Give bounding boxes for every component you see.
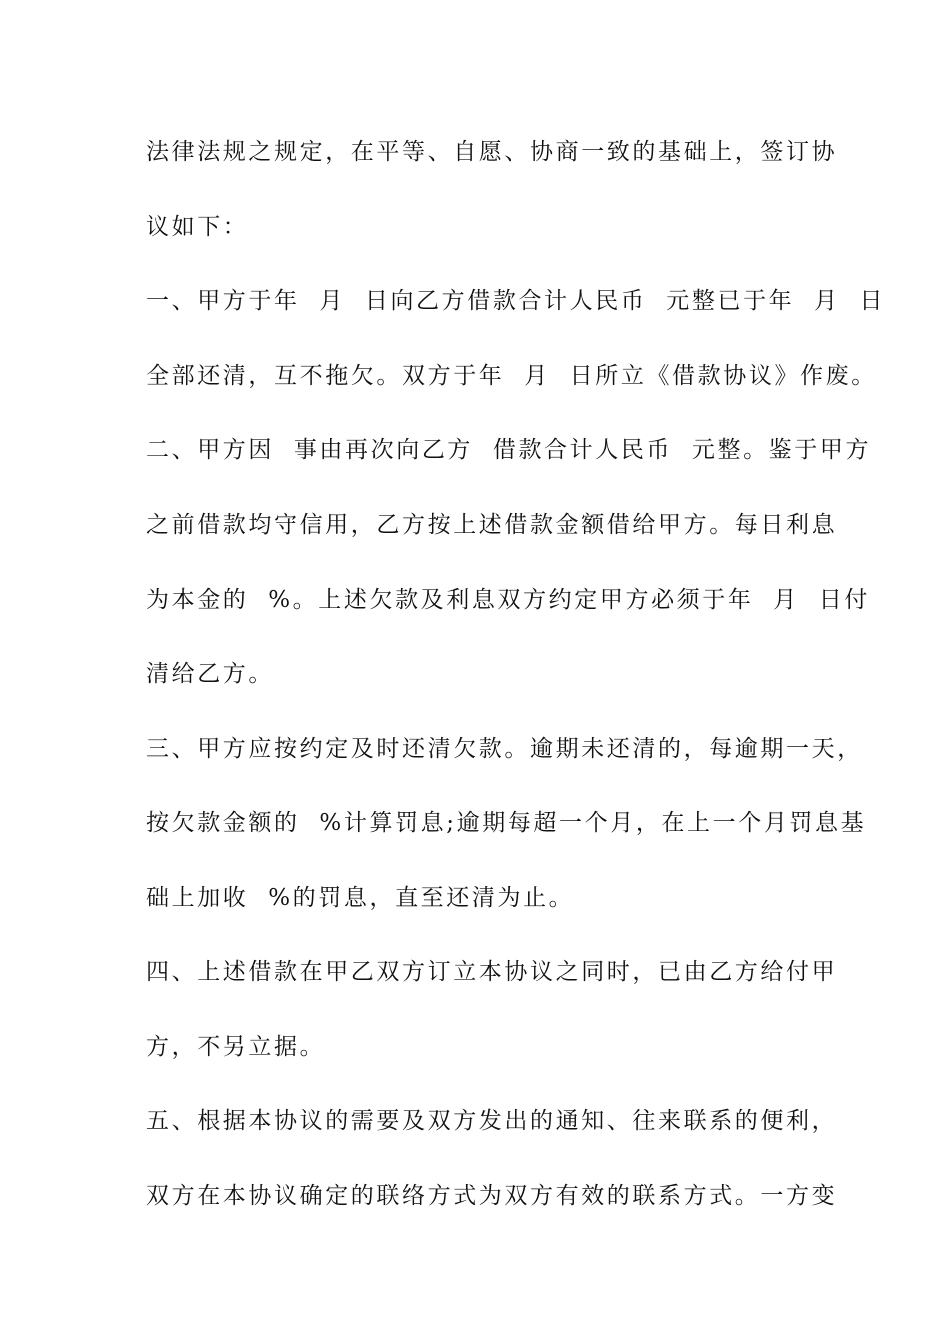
text-line: 三、甲方应按约定及时还清欠款。逾期未还清的，每逾期一天， [146,736,863,762]
text-line: 之前借款均守信用，乙方按上述借款金额借给甲方。每日利息 [146,512,838,538]
text-line: 按欠款金额的 %计算罚息;逾期每超一个月，在上一个月罚息基 [146,810,867,836]
text-line: 一、甲方于年 月 日向乙方借款合计人民币 元整已于年 月 日 [146,288,886,314]
text-line: 议如下： [146,214,249,240]
text-line: 二、甲方因 事由再次向乙方 借款合计人民币 元整。鉴于甲方 [146,437,872,463]
text-line: 为本金的 %。上述欠款及利息双方约定甲方必须于年 月 日付 [146,587,870,613]
text-line: 法律法规之规定，在平等、自愿、协商一致的基础上，签订协 [146,139,838,165]
text-line: 全部还清，互不拖欠。双方于年 月 日所立《借款协议》作废。 [146,363,877,389]
text-line: 方，不另立据。 [146,1034,326,1060]
text-line: 四、上述借款在甲乙双方订立本协议之同时，已由乙方给付甲 [146,959,838,985]
text-line: 双方在本协议确定的联络方式为双方有效的联系方式。一方变 [146,1183,838,1209]
text-line: 清给乙方。 [146,661,274,687]
text-line: 础上加收 %的罚息，直至还清为止。 [146,885,575,911]
text-line: 五、根据本协议的需要及双方发出的通知、往来联系的便利， [146,1108,838,1134]
